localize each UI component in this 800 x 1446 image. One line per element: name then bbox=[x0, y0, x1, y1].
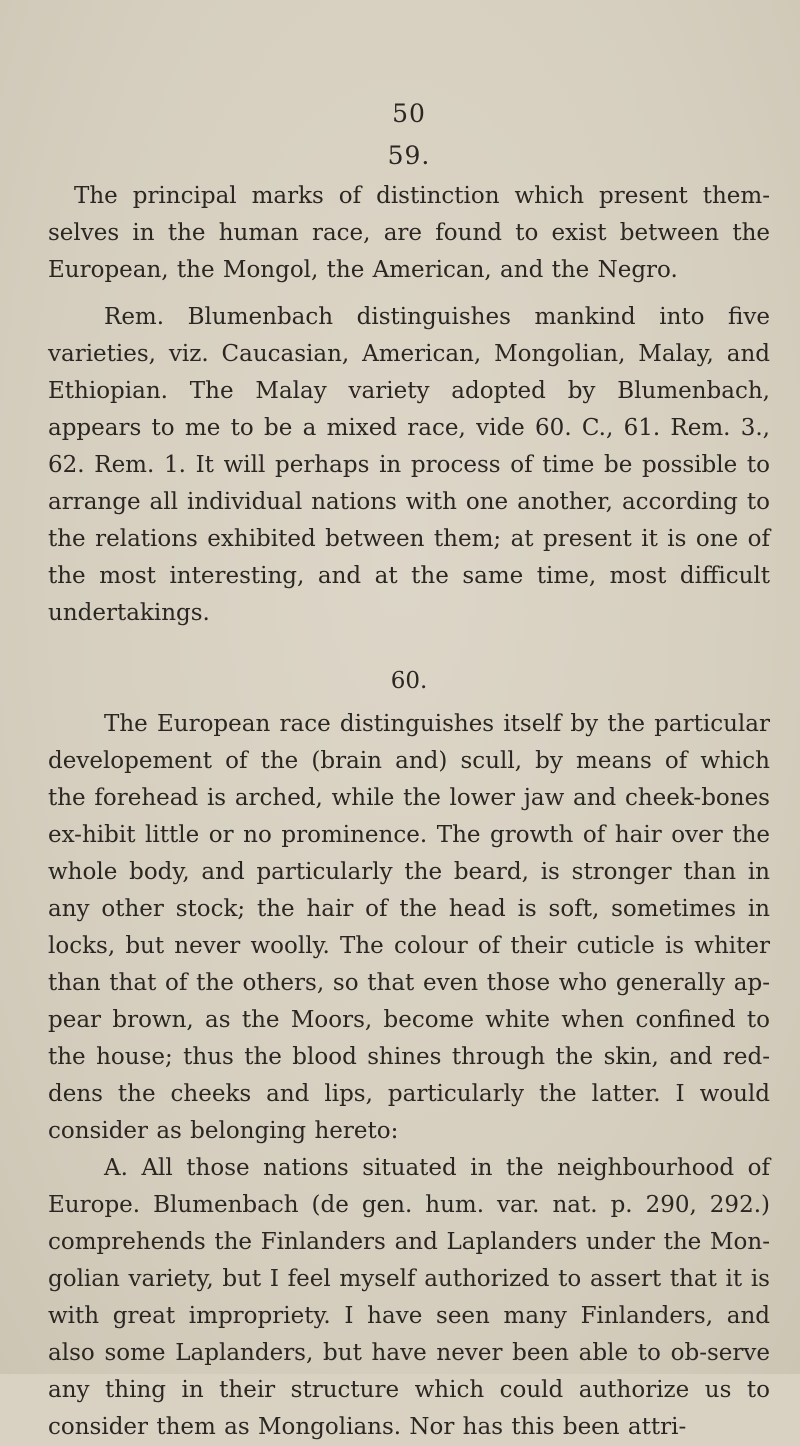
section-59 bbox=[48, 142, 770, 632]
section-number: 60. bbox=[390, 668, 428, 694]
page-number: 50 bbox=[392, 99, 426, 128]
paragraph: The European race distinguishes itself by the particular developement of the (brain and) scull, by means of which the forehead is arched, while the lower jaw and cheek-bones ex-hibit little or no prominence. The growth of hair over the whole body, and particularly the beard, is stronger than in any other stock; the hair of the head is soft, sometimes in locks, but never woolly. The colour of their cuticle is whiter than that of the others, so that even those who generally ap-pear brown, as the Moors, become white when confined to the house; thus the blood shines through the skin, and red-dens the cheeks and lips, particularly the latter. I would consider as belonging hereto: bbox=[48, 711, 770, 1144]
paragraph: The principal marks of distinction which present them-selves in the human race, are found to exist between the European, the Mongol, the American, and the Negro. bbox=[48, 183, 770, 283]
paragraph-remark: Rem. Blumenbach distinguishes mankind into five varieties, viz. Caucasian, American, Mongolian, Malay, and Ethiopian. The Malay variety adopted by Blumenbach, appears to me to be a mixed race, vide 60. C., 61. Rem. 3., 62. Rem. 1. It will perhaps in process of time be possible to arrange all individual nations with one another, according to the relations exhibited between them; at present it is one of the most interesting, and at the same time, most difficult undertakings. bbox=[48, 304, 770, 626]
section-60 bbox=[48, 666, 770, 1446]
section-number: 59. bbox=[387, 141, 431, 170]
paragraph: A. All those nations situated in the neighbourhood of Europe. Blumenbach (de gen. hum. var. nat. p. 290, 292.) comprehends the Finlanders and Laplanders under the Mon-golian variety, but I feel myself authorized to assert that it is with great impropriety. I have seen many Finlanders, and also some Laplanders, but have never been able to ob-serve any thing in their structure which could authorize us to consider them as Mongolians. Nor has this been attri- bbox=[48, 1155, 770, 1440]
